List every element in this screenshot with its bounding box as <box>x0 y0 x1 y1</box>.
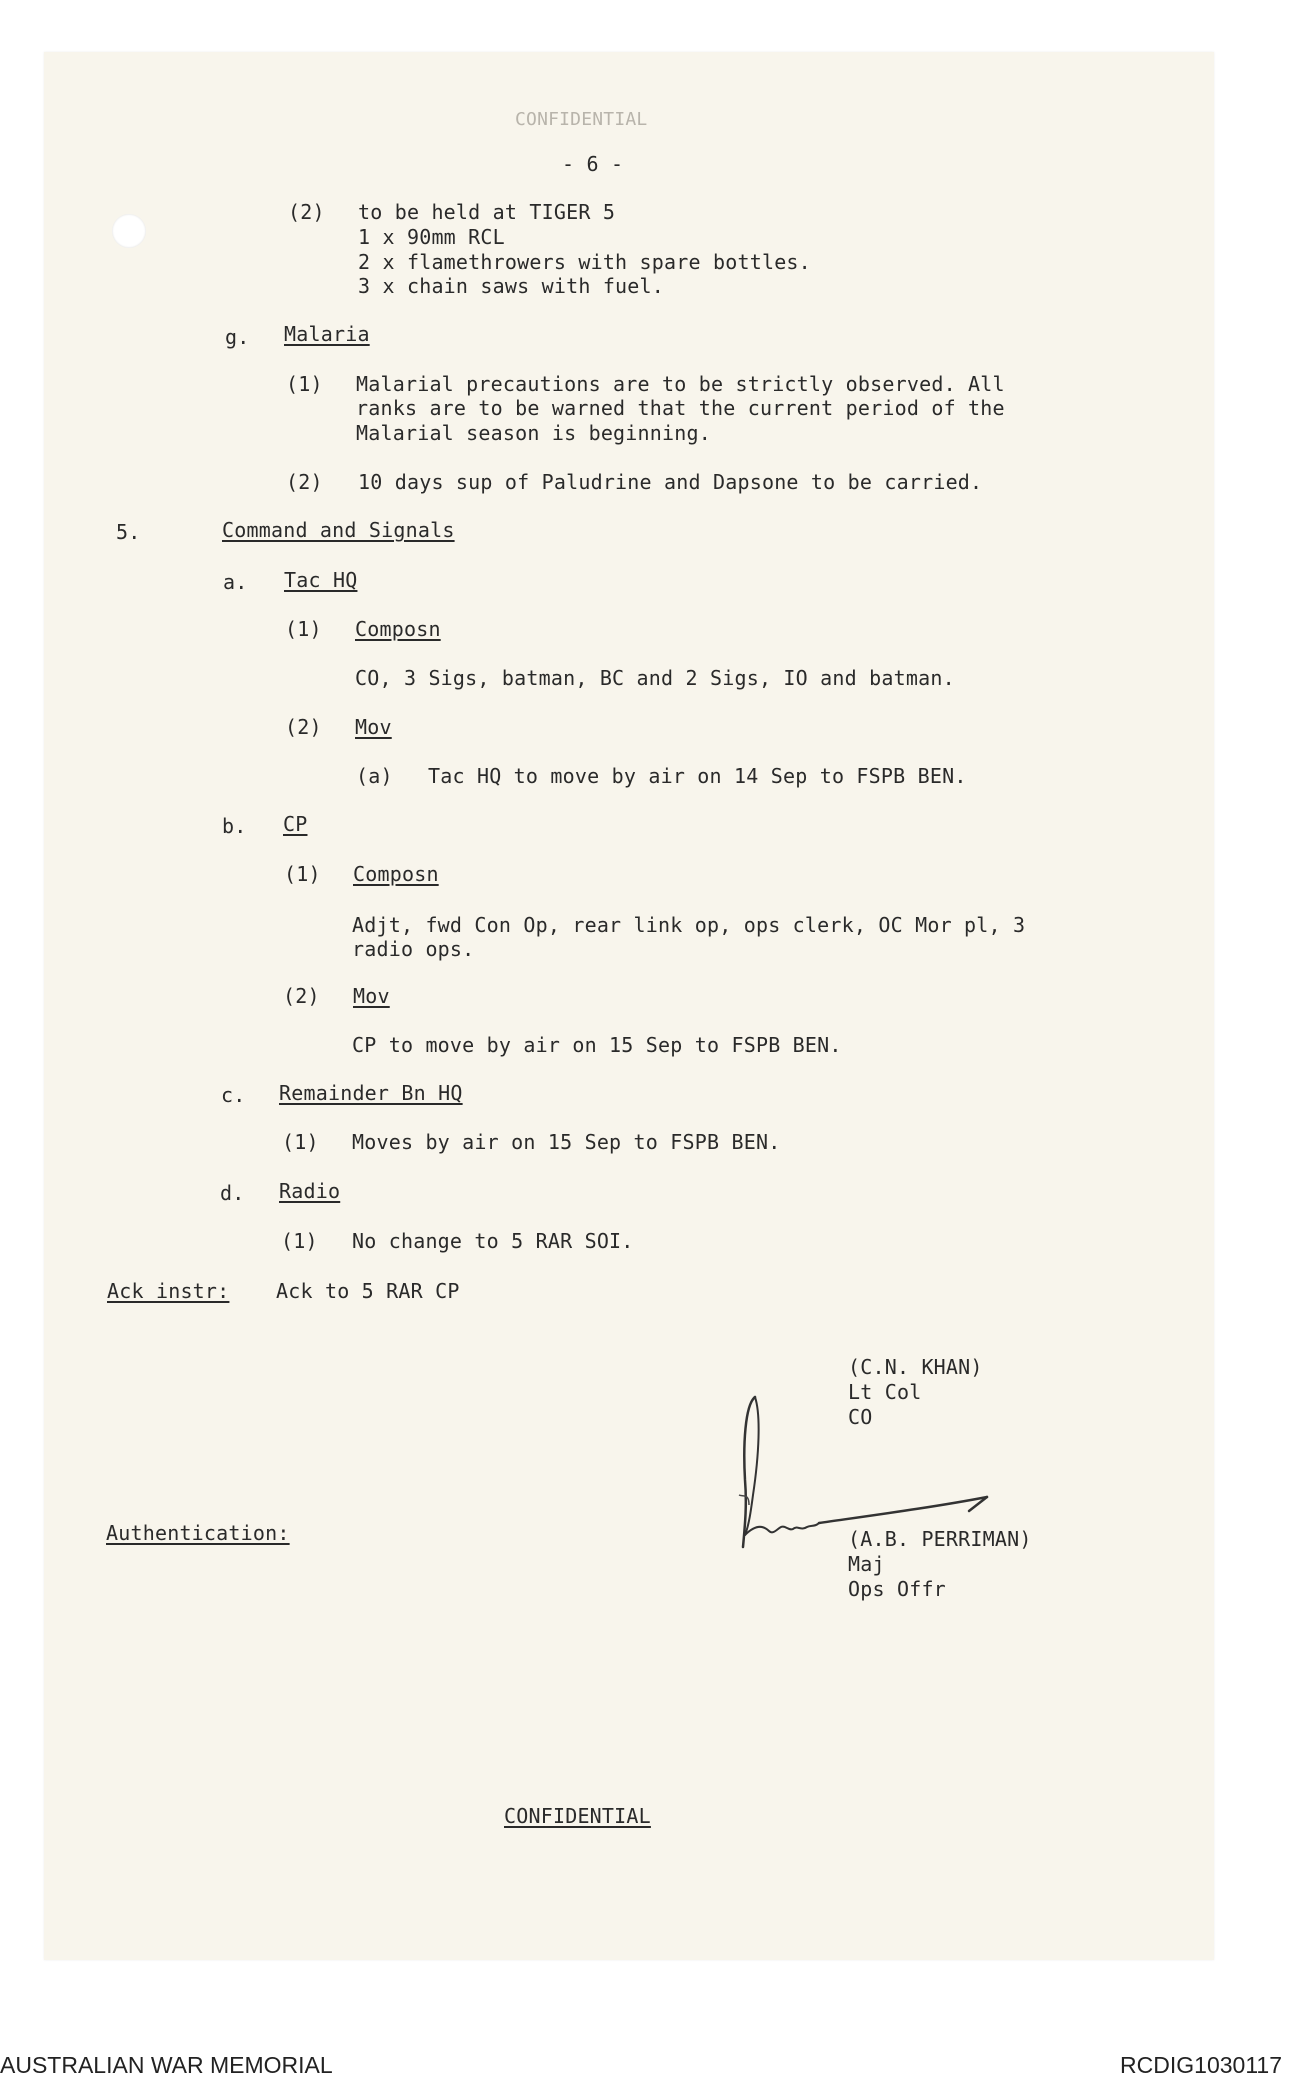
item-number: (2) <box>286 470 323 494</box>
section-heading: Malaria <box>284 322 370 346</box>
signatory-name: (C.N. KHAN) <box>848 1355 983 1379</box>
ack-text: Ack to 5 RAR CP <box>276 1279 460 1303</box>
sub-item-letter: (a) <box>356 764 393 788</box>
section-heading: Command and Signals <box>222 518 455 542</box>
paragraph-text: Tac HQ to move by air on 14 Sep to FSPB BEN. <box>428 764 967 788</box>
section-number: 5. <box>116 520 141 544</box>
paragraph-text: Moves by air on 15 Sep to FSPB BEN. <box>352 1130 781 1154</box>
item-number: (1) <box>286 372 323 396</box>
page-number: - 6 - <box>562 152 624 176</box>
item-heading: Mov <box>355 715 392 739</box>
paragraph-line: Adjt, fwd Con Op, rear link op, ops clerk, OC Mor pl, 3 <box>352 913 1026 937</box>
item-heading: Mov <box>353 984 390 1008</box>
signatory-appointment: CO <box>848 1405 873 1429</box>
item-line: 2 x flamethrowers with spare bottles. <box>358 250 811 274</box>
item-line: to be held at TIGER 5 <box>358 200 616 224</box>
item-number: (2) <box>283 984 320 1008</box>
ack-label: Ack instr: <box>107 1279 230 1303</box>
signatory-rank: Lt Col <box>848 1380 922 1404</box>
paragraph-line: ranks are to be warned that the current period of the <box>356 396 1005 420</box>
paragraph-text: CO, 3 Sigs, batman, BC and 2 Sigs, IO and batman. <box>355 666 955 690</box>
authentication-label: Authentication: <box>106 1521 290 1545</box>
item-heading: Composn <box>355 617 441 641</box>
section-letter: g. <box>225 325 250 349</box>
item-number: (1) <box>285 617 322 641</box>
section-heading: Remainder Bn HQ <box>279 1081 463 1105</box>
section-heading: Radio <box>279 1179 341 1203</box>
section-heading: CP <box>283 812 308 836</box>
item-number: (1) <box>282 1130 319 1154</box>
archive-source-label: AUSTRALIAN WAR MEMORIAL <box>0 2052 333 2078</box>
section-letter: a. <box>223 570 248 594</box>
archive-id: RCDIG1030117 <box>1120 2052 1282 2078</box>
section-heading: Tac HQ <box>284 568 358 592</box>
punch-hole <box>112 214 146 248</box>
item-heading: Composn <box>353 862 439 886</box>
authenticator-name: (A.B. PERRIMAN) <box>848 1527 1032 1551</box>
paragraph-text: No change to 5 RAR SOI. <box>352 1229 634 1253</box>
section-letter: b. <box>222 814 247 838</box>
item-number: (1) <box>281 1229 318 1253</box>
authenticator-rank: Maj <box>848 1552 885 1576</box>
item-number: (1) <box>284 862 321 886</box>
paragraph-line: Malarial precautions are to be strictly observed. All <box>356 372 1005 396</box>
authenticator-appointment: Ops Offr <box>848 1577 946 1601</box>
paragraph-text: 10 days sup of Paludrine and Dapsone to be carried. <box>358 470 983 494</box>
paragraph-text: CP to move by air on 15 Sep to FSPB BEN. <box>352 1033 842 1057</box>
item-line: 3 x chain saws with fuel. <box>358 274 665 298</box>
document-page <box>44 52 1214 1960</box>
item-number: (2) <box>288 200 325 224</box>
paragraph-line: radio ops. <box>352 937 475 961</box>
section-letter: d. <box>220 1181 245 1205</box>
item-line: 1 x 90mm RCL <box>358 225 505 249</box>
section-letter: c. <box>221 1083 246 1107</box>
item-number: (2) <box>285 715 322 739</box>
paragraph-line: Malarial season is beginning. <box>356 421 711 445</box>
header-classification: CONFIDENTIAL <box>515 109 648 130</box>
footer-classification: CONFIDENTIAL <box>504 1804 651 1828</box>
